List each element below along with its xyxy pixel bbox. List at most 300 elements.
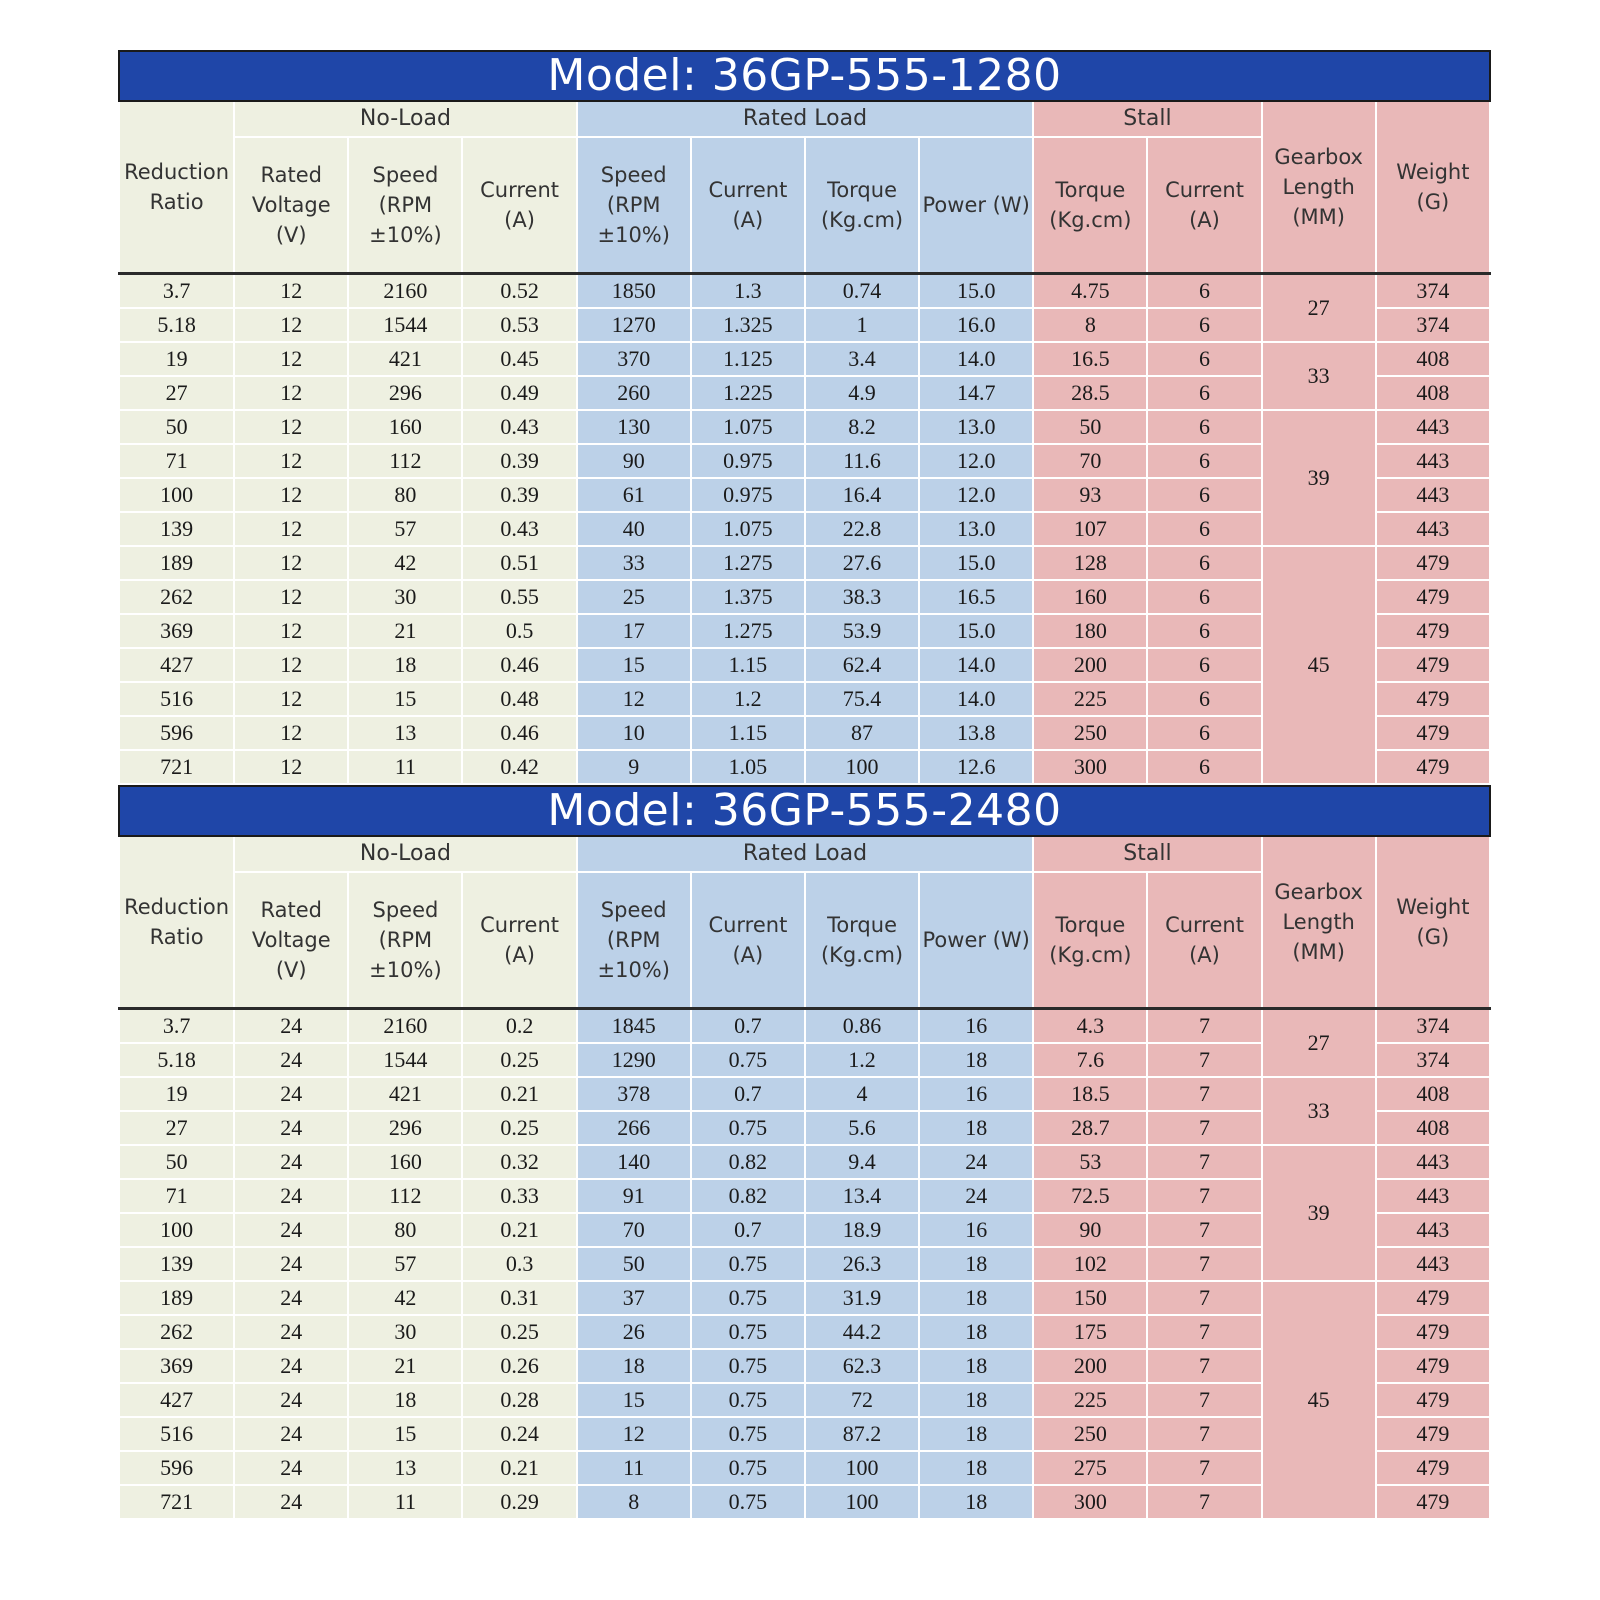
cell-rated-speed: 40	[577, 512, 691, 546]
cell-rated-current: 0.75	[691, 1485, 805, 1519]
cell-stall-current: 7	[1147, 1111, 1261, 1145]
cell-stall-torque: 8	[1033, 308, 1147, 342]
cell-rated-current: 0.75	[691, 1315, 805, 1349]
cell-rated-current: 0.82	[691, 1179, 805, 1213]
header-stall-current: Current (A)	[1147, 137, 1261, 274]
header-group-stall: Stall	[1033, 836, 1261, 872]
cell-no-load-speed: 15	[348, 1417, 462, 1451]
cell-no-load-current: 0.21	[462, 1077, 576, 1111]
cell-reduction-ratio: 139	[119, 512, 234, 546]
cell-rated-speed: 130	[577, 410, 691, 444]
cell-rated-speed: 9	[577, 750, 691, 784]
cell-rated-torque: 5.6	[805, 1111, 919, 1145]
cell-rated-speed: 15	[577, 1383, 691, 1417]
cell-rated-current: 0.975	[691, 478, 805, 512]
cell-no-load-current: 0.25	[462, 1043, 576, 1077]
cell-rated-power: 14.7	[919, 376, 1033, 410]
cell-rated-torque: 100	[805, 1485, 919, 1519]
cell-rated-power: 18	[919, 1349, 1033, 1383]
cell-rated-speed: 33	[577, 546, 691, 580]
cell-weight: 479	[1376, 1417, 1490, 1451]
cell-rated-speed: 11	[577, 1451, 691, 1485]
cell-weight: 479	[1376, 1281, 1490, 1315]
cell-no-load-speed: 57	[348, 512, 462, 546]
cell-rated-torque: 1.2	[805, 1043, 919, 1077]
cell-rated-power: 18	[919, 1485, 1033, 1519]
cell-no-load-speed: 296	[348, 376, 462, 410]
cell-gearbox-length: 27	[1262, 274, 1376, 343]
cell-rated-power: 14.0	[919, 342, 1033, 376]
cell-no-load-current: 0.45	[462, 342, 576, 376]
cell-weight: 479	[1376, 1383, 1490, 1417]
header-rated-voltage: Rated Voltage (V)	[234, 137, 348, 274]
cell-rated-torque: 100	[805, 1451, 919, 1485]
cell-no-load-current: 0.46	[462, 716, 576, 750]
header-stall-torque: Torque (Kg.cm)	[1033, 872, 1147, 1009]
cell-weight: 479	[1376, 614, 1490, 648]
cell-stall-current: 6	[1147, 750, 1261, 784]
cell-rated-torque: 22.8	[805, 512, 919, 546]
cell-rated-torque: 62.3	[805, 1349, 919, 1383]
cell-rated-torque: 44.2	[805, 1315, 919, 1349]
cell-stall-torque: 200	[1033, 1349, 1147, 1383]
cell-rated-speed: 70	[577, 1213, 691, 1247]
cell-rated-current: 1.075	[691, 410, 805, 444]
model-title: Model: 36GP-555-2480	[119, 786, 1490, 836]
cell-stall-current: 7	[1147, 1417, 1261, 1451]
cell-stall-current: 7	[1147, 1043, 1261, 1077]
cell-no-load-speed: 421	[348, 342, 462, 376]
cell-weight: 443	[1376, 1213, 1490, 1247]
cell-no-load-current: 0.21	[462, 1213, 576, 1247]
spec-sheet	[118, 50, 1491, 1520]
cell-stall-torque: 28.5	[1033, 376, 1147, 410]
cell-rated-current: 1.3	[691, 274, 805, 309]
cell-stall-torque: 28.7	[1033, 1111, 1147, 1145]
cell-rated-voltage: 24	[234, 1451, 348, 1485]
cell-rated-voltage: 24	[234, 1077, 348, 1111]
cell-weight: 443	[1376, 512, 1490, 546]
cell-stall-torque: 275	[1033, 1451, 1147, 1485]
cell-rated-speed: 378	[577, 1077, 691, 1111]
cell-no-load-current: 0.29	[462, 1485, 576, 1519]
cell-no-load-speed: 1544	[348, 1043, 462, 1077]
cell-gearbox-length: 45	[1262, 546, 1376, 784]
cell-stall-current: 6	[1147, 580, 1261, 614]
cell-no-load-speed: 21	[348, 1349, 462, 1383]
cell-rated-voltage: 12	[234, 580, 348, 614]
cell-no-load-current: 0.39	[462, 444, 576, 478]
cell-no-load-current: 0.33	[462, 1179, 576, 1213]
cell-rated-current: 1.15	[691, 716, 805, 750]
cell-gearbox-length: 27	[1262, 1009, 1376, 1078]
cell-stall-current: 7	[1147, 1247, 1261, 1281]
header-rated-speed: Speed (RPM ±10%)	[577, 137, 691, 274]
cell-stall-torque: 107	[1033, 512, 1147, 546]
cell-rated-current: 0.75	[691, 1281, 805, 1315]
cell-rated-power: 18	[919, 1451, 1033, 1485]
cell-rated-power: 16	[919, 1009, 1033, 1044]
cell-weight: 479	[1376, 1451, 1490, 1485]
cell-rated-speed: 12	[577, 1417, 691, 1451]
header-rated-power: Power (W)	[919, 137, 1033, 274]
cell-no-load-current: 0.32	[462, 1145, 576, 1179]
cell-no-load-speed: 30	[348, 580, 462, 614]
cell-stall-torque: 300	[1033, 750, 1147, 784]
cell-stall-current: 7	[1147, 1179, 1261, 1213]
header-stall-torque: Torque (Kg.cm)	[1033, 137, 1147, 274]
cell-no-load-speed: 112	[348, 1179, 462, 1213]
cell-stall-torque: 90	[1033, 1213, 1147, 1247]
cell-gearbox-length: 39	[1262, 1145, 1376, 1281]
cell-weight: 443	[1376, 1145, 1490, 1179]
cell-stall-current: 6	[1147, 648, 1261, 682]
table-row	[119, 342, 1490, 376]
header-group-rated-load: Rated Load	[577, 101, 1034, 137]
cell-no-load-speed: 30	[348, 1315, 462, 1349]
cell-stall-current: 7	[1147, 1451, 1261, 1485]
header-rated-power: Power (W)	[919, 872, 1033, 1009]
cell-rated-speed: 61	[577, 478, 691, 512]
cell-no-load-current: 0.26	[462, 1349, 576, 1383]
cell-no-load-current: 0.21	[462, 1451, 576, 1485]
cell-rated-power: 16.0	[919, 308, 1033, 342]
cell-weight: 443	[1376, 1179, 1490, 1213]
cell-weight: 479	[1376, 546, 1490, 580]
cell-weight: 443	[1376, 1247, 1490, 1281]
cell-reduction-ratio: 50	[119, 1145, 234, 1179]
cell-weight: 408	[1376, 1077, 1490, 1111]
cell-stall-current: 6	[1147, 274, 1261, 309]
cell-stall-torque: 16.5	[1033, 342, 1147, 376]
cell-rated-torque: 18.9	[805, 1213, 919, 1247]
cell-rated-speed: 18	[577, 1349, 691, 1383]
cell-rated-torque: 4	[805, 1077, 919, 1111]
cell-reduction-ratio: 721	[119, 750, 234, 784]
cell-no-load-speed: 2160	[348, 274, 462, 309]
cell-rated-voltage: 24	[234, 1179, 348, 1213]
cell-rated-power: 18	[919, 1043, 1033, 1077]
cell-rated-current: 1.375	[691, 580, 805, 614]
cell-rated-voltage: 12	[234, 648, 348, 682]
cell-rated-torque: 53.9	[805, 614, 919, 648]
cell-rated-torque: 1	[805, 308, 919, 342]
cell-reduction-ratio: 19	[119, 1077, 234, 1111]
cell-no-load-current: 0.42	[462, 750, 576, 784]
cell-rated-voltage: 24	[234, 1213, 348, 1247]
cell-rated-current: 0.75	[691, 1383, 805, 1417]
cell-rated-power: 18	[919, 1281, 1033, 1315]
cell-rated-torque: 9.4	[805, 1145, 919, 1179]
cell-rated-torque: 38.3	[805, 580, 919, 614]
cell-reduction-ratio: 100	[119, 478, 234, 512]
cell-stall-current: 6	[1147, 444, 1261, 478]
cell-stall-current: 6	[1147, 682, 1261, 716]
cell-stall-current: 6	[1147, 478, 1261, 512]
table-row	[119, 1077, 1490, 1111]
cell-no-load-speed: 1544	[348, 308, 462, 342]
cell-stall-torque: 225	[1033, 1383, 1147, 1417]
cell-gearbox-length: 33	[1262, 342, 1376, 410]
cell-reduction-ratio: 100	[119, 1213, 234, 1247]
cell-rated-speed: 1850	[577, 274, 691, 309]
cell-rated-voltage: 12	[234, 716, 348, 750]
cell-rated-voltage: 12	[234, 376, 348, 410]
cell-stall-current: 6	[1147, 308, 1261, 342]
cell-rated-voltage: 12	[234, 274, 348, 309]
cell-stall-torque: 72.5	[1033, 1179, 1147, 1213]
cell-stall-torque: 50	[1033, 410, 1147, 444]
cell-rated-torque: 4.9	[805, 376, 919, 410]
cell-rated-power: 16	[919, 1077, 1033, 1111]
cell-stall-torque: 160	[1033, 580, 1147, 614]
cell-weight: 408	[1376, 1111, 1490, 1145]
cell-no-load-speed: 15	[348, 682, 462, 716]
cell-no-load-speed: 18	[348, 648, 462, 682]
cell-stall-current: 7	[1147, 1077, 1261, 1111]
cell-rated-current: 0.75	[691, 1247, 805, 1281]
table-row	[119, 410, 1490, 444]
cell-rated-torque: 87	[805, 716, 919, 750]
cell-rated-torque: 26.3	[805, 1247, 919, 1281]
cell-rated-voltage: 12	[234, 342, 348, 376]
table-body	[119, 1009, 1490, 1520]
cell-rated-power: 18	[919, 1315, 1033, 1349]
cell-rated-torque: 27.6	[805, 546, 919, 580]
cell-rated-voltage: 24	[234, 1315, 348, 1349]
cell-stall-torque: 300	[1033, 1485, 1147, 1519]
cell-rated-torque: 11.6	[805, 444, 919, 478]
cell-weight: 408	[1376, 342, 1490, 376]
cell-rated-speed: 26	[577, 1315, 691, 1349]
header-rated-speed: Speed (RPM ±10%)	[577, 872, 691, 1009]
cell-rated-power: 15.0	[919, 546, 1033, 580]
cell-no-load-current: 0.43	[462, 512, 576, 546]
cell-no-load-speed: 13	[348, 716, 462, 750]
cell-rated-power: 13.0	[919, 512, 1033, 546]
header-rated-current: Current (A)	[691, 872, 805, 1009]
cell-rated-voltage: 24	[234, 1043, 348, 1077]
cell-rated-speed: 50	[577, 1247, 691, 1281]
cell-no-load-speed: 57	[348, 1247, 462, 1281]
cell-rated-power: 16.5	[919, 580, 1033, 614]
cell-rated-torque: 100	[805, 750, 919, 784]
cell-stall-current: 7	[1147, 1213, 1261, 1247]
cell-rated-voltage: 24	[234, 1485, 348, 1519]
cell-stall-current: 6	[1147, 410, 1261, 444]
cell-rated-voltage: 24	[234, 1111, 348, 1145]
cell-rated-torque: 3.4	[805, 342, 919, 376]
cell-rated-current: 0.82	[691, 1145, 805, 1179]
cell-rated-speed: 140	[577, 1145, 691, 1179]
cell-rated-speed: 370	[577, 342, 691, 376]
cell-weight: 479	[1376, 682, 1490, 716]
cell-rated-torque: 75.4	[805, 682, 919, 716]
cell-rated-power: 13.8	[919, 716, 1033, 750]
cell-stall-current: 7	[1147, 1315, 1261, 1349]
cell-rated-speed: 266	[577, 1111, 691, 1145]
cell-no-load-speed: 2160	[348, 1009, 462, 1044]
cell-rated-current: 1.325	[691, 308, 805, 342]
cell-rated-power: 14.0	[919, 648, 1033, 682]
cell-rated-current: 1.15	[691, 648, 805, 682]
cell-rated-voltage: 12	[234, 750, 348, 784]
cell-no-load-speed: 18	[348, 1383, 462, 1417]
cell-no-load-current: 0.52	[462, 274, 576, 309]
cell-no-load-speed: 112	[348, 444, 462, 478]
cell-stall-current: 6	[1147, 614, 1261, 648]
cell-rated-voltage: 12	[234, 444, 348, 478]
cell-weight: 408	[1376, 376, 1490, 410]
cell-stall-current: 7	[1147, 1349, 1261, 1383]
cell-reduction-ratio: 189	[119, 1281, 234, 1315]
cell-no-load-speed: 160	[348, 410, 462, 444]
cell-reduction-ratio: 71	[119, 444, 234, 478]
cell-rated-speed: 1845	[577, 1009, 691, 1044]
table-row	[119, 1009, 1490, 1044]
cell-rated-speed: 10	[577, 716, 691, 750]
cell-no-load-current: 0.51	[462, 546, 576, 580]
cell-rated-current: 0.75	[691, 1451, 805, 1485]
header-weight: Weight (G)	[1376, 836, 1490, 1009]
header-no-load-current: Current (A)	[462, 872, 576, 1009]
cell-rated-voltage: 12	[234, 614, 348, 648]
cell-stall-torque: 7.6	[1033, 1043, 1147, 1077]
cell-weight: 479	[1376, 648, 1490, 682]
cell-no-load-current: 0.24	[462, 1417, 576, 1451]
cell-rated-speed: 1270	[577, 308, 691, 342]
cell-rated-speed: 37	[577, 1281, 691, 1315]
cell-reduction-ratio: 262	[119, 1315, 234, 1349]
cell-stall-torque: 18.5	[1033, 1077, 1147, 1111]
cell-rated-current: 1.075	[691, 512, 805, 546]
cell-rated-torque: 16.4	[805, 478, 919, 512]
cell-rated-voltage: 24	[234, 1247, 348, 1281]
cell-rated-power: 18	[919, 1383, 1033, 1417]
cell-stall-torque: 150	[1033, 1281, 1147, 1315]
cell-rated-power: 18	[919, 1247, 1033, 1281]
cell-stall-torque: 70	[1033, 444, 1147, 478]
cell-rated-current: 0.75	[691, 1043, 805, 1077]
cell-rated-voltage: 24	[234, 1009, 348, 1044]
cell-reduction-ratio: 189	[119, 546, 234, 580]
cell-stall-torque: 250	[1033, 1417, 1147, 1451]
cell-stall-current: 6	[1147, 342, 1261, 376]
cell-no-load-current: 0.25	[462, 1315, 576, 1349]
cell-stall-torque: 200	[1033, 648, 1147, 682]
cell-rated-current: 0.75	[691, 1111, 805, 1145]
cell-reduction-ratio: 3.7	[119, 274, 234, 309]
cell-rated-power: 12.6	[919, 750, 1033, 784]
cell-no-load-speed: 421	[348, 1077, 462, 1111]
cell-no-load-speed: 11	[348, 1485, 462, 1519]
cell-rated-power: 18	[919, 1111, 1033, 1145]
cell-rated-current: 0.75	[691, 1349, 805, 1383]
cell-no-load-current: 0.43	[462, 410, 576, 444]
cell-stall-current: 7	[1147, 1009, 1261, 1044]
cell-reduction-ratio: 516	[119, 1417, 234, 1451]
cell-no-load-current: 0.49	[462, 376, 576, 410]
cell-rated-voltage: 12	[234, 410, 348, 444]
cell-rated-torque: 0.74	[805, 274, 919, 309]
cell-rated-speed: 17	[577, 614, 691, 648]
cell-rated-current: 0.7	[691, 1213, 805, 1247]
cell-no-load-current: 0.48	[462, 682, 576, 716]
cell-rated-current: 1.2	[691, 682, 805, 716]
header-no-load-speed: Speed (RPM ±10%)	[348, 872, 462, 1009]
cell-no-load-current: 0.46	[462, 648, 576, 682]
cell-gearbox-length: 45	[1262, 1281, 1376, 1519]
cell-rated-speed: 91	[577, 1179, 691, 1213]
cell-rated-speed: 260	[577, 376, 691, 410]
cell-rated-voltage: 12	[234, 308, 348, 342]
header-gearbox-length: Gearbox Length (MM)	[1262, 101, 1376, 274]
cell-no-load-speed: 42	[348, 1281, 462, 1315]
cell-rated-current: 0.75	[691, 1417, 805, 1451]
cell-weight: 443	[1376, 478, 1490, 512]
cell-weight: 443	[1376, 410, 1490, 444]
cell-rated-voltage: 12	[234, 682, 348, 716]
cell-no-load-speed: 21	[348, 614, 462, 648]
cell-stall-current: 6	[1147, 546, 1261, 580]
cell-weight: 374	[1376, 274, 1490, 309]
cell-rated-current: 1.275	[691, 614, 805, 648]
cell-stall-torque: 4.3	[1033, 1009, 1147, 1044]
cell-rated-speed: 15	[577, 648, 691, 682]
cell-stall-current: 6	[1147, 376, 1261, 410]
model-title: Model: 36GP-555-1280	[119, 51, 1490, 101]
header-rated-torque: Torque (Kg.cm)	[805, 872, 919, 1009]
cell-stall-torque: 180	[1033, 614, 1147, 648]
cell-rated-current: 0.7	[691, 1009, 805, 1044]
cell-reduction-ratio: 596	[119, 1451, 234, 1485]
cell-weight: 374	[1376, 308, 1490, 342]
cell-rated-power: 24	[919, 1179, 1033, 1213]
header-weight: Weight (G)	[1376, 101, 1490, 274]
cell-rated-current: 0.7	[691, 1077, 805, 1111]
header-group-no-load: No-Load	[234, 101, 576, 137]
cell-reduction-ratio: 27	[119, 376, 234, 410]
cell-weight: 479	[1376, 1315, 1490, 1349]
cell-reduction-ratio: 27	[119, 1111, 234, 1145]
cell-rated-torque: 13.4	[805, 1179, 919, 1213]
cell-rated-current: 1.275	[691, 546, 805, 580]
cell-reduction-ratio: 50	[119, 410, 234, 444]
cell-stall-current: 7	[1147, 1145, 1261, 1179]
header-group-stall: Stall	[1033, 101, 1261, 137]
table-row	[119, 546, 1490, 580]
header-reduction-ratio: Reduction Ratio	[119, 101, 234, 274]
cell-rated-voltage: 12	[234, 512, 348, 546]
cell-reduction-ratio: 369	[119, 1349, 234, 1383]
cell-gearbox-length: 33	[1262, 1077, 1376, 1145]
cell-reduction-ratio: 516	[119, 682, 234, 716]
cell-reduction-ratio: 71	[119, 1179, 234, 1213]
cell-weight: 374	[1376, 1009, 1490, 1044]
cell-no-load-speed: 80	[348, 1213, 462, 1247]
cell-weight: 479	[1376, 1485, 1490, 1519]
cell-no-load-current: 0.2	[462, 1009, 576, 1044]
cell-no-load-speed: 80	[348, 478, 462, 512]
header-reduction-ratio: Reduction Ratio	[119, 836, 234, 1009]
cell-stall-current: 7	[1147, 1485, 1261, 1519]
cell-rated-current: 1.225	[691, 376, 805, 410]
cell-reduction-ratio: 369	[119, 614, 234, 648]
header-rated-current: Current (A)	[691, 137, 805, 274]
cell-stall-current: 7	[1147, 1383, 1261, 1417]
cell-stall-torque: 225	[1033, 682, 1147, 716]
cell-reduction-ratio: 5.18	[119, 1043, 234, 1077]
